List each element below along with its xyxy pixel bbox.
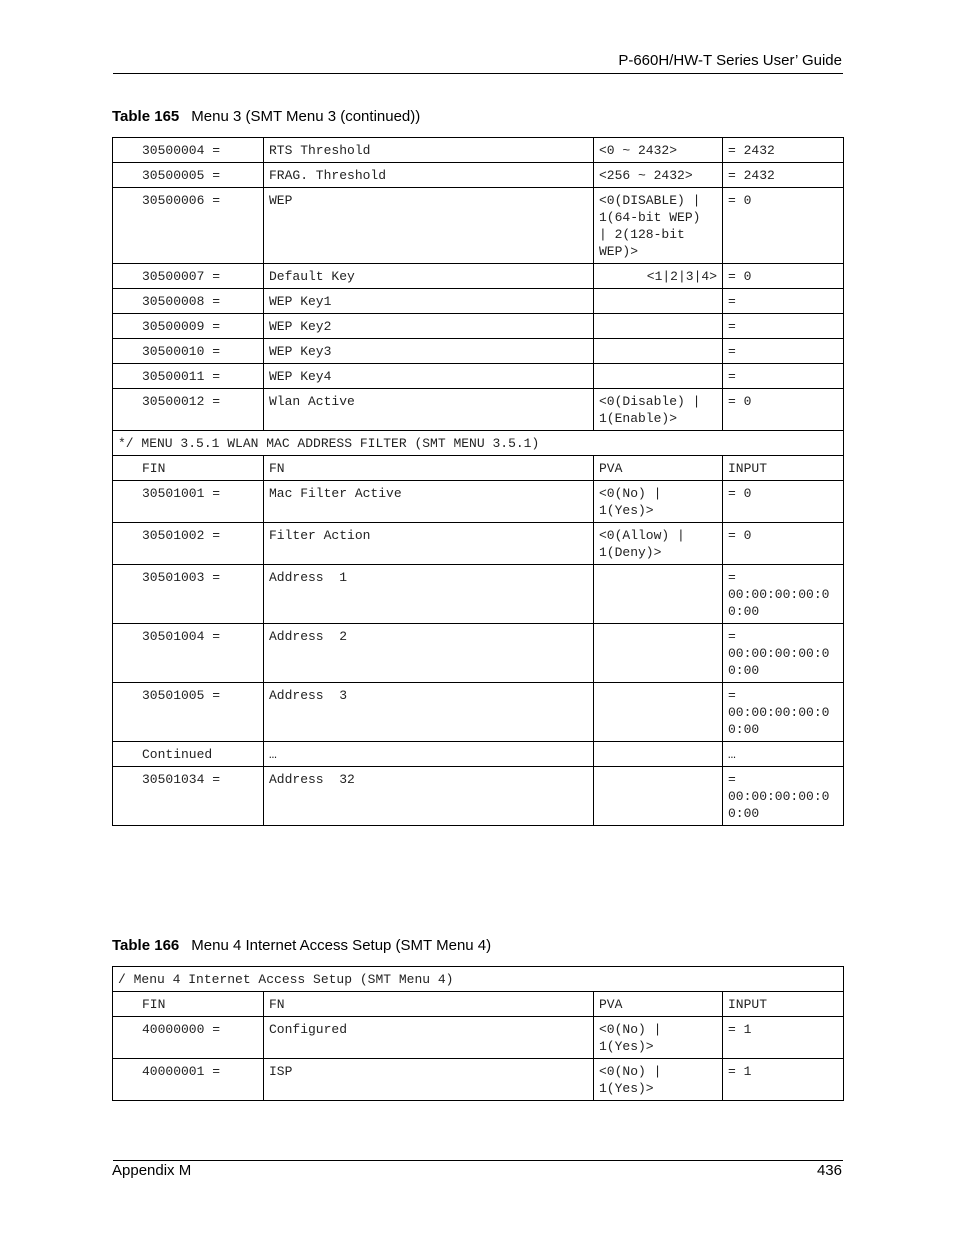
table-165-label: Table 165 (112, 108, 180, 125)
table-166-caption (112, 937, 491, 954)
fin-cell: Continued (113, 742, 264, 767)
fin-cell: 30500009 = (113, 314, 264, 339)
column-header-fin: FIN (113, 456, 264, 481)
input-cell: = 1 (723, 1059, 844, 1101)
fn-cell: WEP Key1 (264, 289, 594, 314)
column-header-pva: PVA (594, 456, 723, 481)
table-row (113, 264, 844, 289)
input-cell: … (723, 742, 844, 767)
table-row (113, 364, 844, 389)
table-row (113, 314, 844, 339)
section-heading: / Menu 4 Internet Access Setup (SMT Menu 4) (113, 967, 844, 992)
table-165-title: Menu 3 (SMT Menu 3 (continued)) (191, 108, 421, 125)
table-row (113, 138, 844, 163)
fin-cell: 30500008 = (113, 289, 264, 314)
fn-cell: Mac Filter Active (264, 481, 594, 523)
pva-cell (594, 742, 723, 767)
input-cell: = (723, 314, 844, 339)
table-row (113, 742, 844, 767)
fin-cell: 30500006 = (113, 188, 264, 264)
fn-cell: Address 2 (264, 624, 594, 683)
input-cell: = 2432 (723, 163, 844, 188)
column-header-input: INPUT (723, 456, 844, 481)
footer-section-label: Appendix M (112, 1162, 192, 1179)
fn-cell: RTS Threshold (264, 138, 594, 163)
table-row (113, 683, 844, 742)
fin-cell: 30501001 = (113, 481, 264, 523)
fin-cell: 30501003 = (113, 565, 264, 624)
table-row (113, 565, 844, 624)
fin-cell: 30501002 = (113, 523, 264, 565)
fin-cell: 30500004 = (113, 138, 264, 163)
input-cell: = (723, 364, 844, 389)
input-cell: = 00:00:00:00:0 0:00 (723, 767, 844, 826)
header-rule (113, 73, 843, 74)
table-row (113, 1017, 844, 1059)
pva-cell: <0(No) | 1(Yes)> (594, 1017, 723, 1059)
fn-cell: Address 3 (264, 683, 594, 742)
input-cell: = 0 (723, 188, 844, 264)
table-row (113, 1059, 844, 1101)
fn-cell: WEP Key3 (264, 339, 594, 364)
table-row (113, 163, 844, 188)
fn-cell: WEP Key2 (264, 314, 594, 339)
pva-cell (594, 624, 723, 683)
column-header-input: INPUT (723, 992, 844, 1017)
fin-cell: 30500010 = (113, 339, 264, 364)
fn-cell: ISP (264, 1059, 594, 1101)
pva-cell: <0(No) | 1(Yes)> (594, 481, 723, 523)
fin-cell: 30500011 = (113, 364, 264, 389)
table-166 (112, 966, 844, 1101)
column-header-row (113, 456, 844, 481)
fn-cell: Address 1 (264, 565, 594, 624)
input-cell: = 00:00:00:00:0 0:00 (723, 624, 844, 683)
table-166-label: Table 166 (112, 937, 180, 954)
table-row (113, 188, 844, 264)
fin-cell: 30500007 = (113, 264, 264, 289)
fn-cell: WEP (264, 188, 594, 264)
fn-cell: WEP Key4 (264, 364, 594, 389)
pva-cell (594, 565, 723, 624)
footer-rule (113, 1160, 843, 1161)
page-number: 436 (816, 1162, 842, 1179)
fin-cell: 40000000 = (113, 1017, 264, 1059)
table-row (113, 523, 844, 565)
pva-cell (594, 767, 723, 826)
fin-cell: 30500012 = (113, 389, 264, 431)
section-heading: */ MENU 3.5.1 WLAN MAC ADDRESS FILTER (SMT MENU 3.5.1) (113, 431, 844, 456)
fin-cell: 30501005 = (113, 683, 264, 742)
input-cell: = 0 (723, 264, 844, 289)
input-cell: = 00:00:00:00:0 0:00 (723, 683, 844, 742)
pva-cell: <0(Disable) | 1(Enable)> (594, 389, 723, 431)
input-cell: = 0 (723, 523, 844, 565)
fn-cell: Filter Action (264, 523, 594, 565)
table-165 (112, 137, 844, 826)
pva-cell (594, 683, 723, 742)
pva-cell: <0(No) | 1(Yes)> (594, 1059, 723, 1101)
input-cell: = 1 (723, 1017, 844, 1059)
pva-cell: <0(Allow) | 1(Deny)> (594, 523, 723, 565)
input-cell: = (723, 289, 844, 314)
table-row (113, 624, 844, 683)
pva-cell: <256 ~ 2432> (594, 163, 723, 188)
column-header-fn: FN (264, 456, 594, 481)
fin-cell: 30500005 = (113, 163, 264, 188)
input-cell: = (723, 339, 844, 364)
pva-cell: <0(DISABLE) | 1(64-bit WEP) | 2(128-bit WEP)> (594, 188, 723, 264)
input-cell: = 0 (723, 481, 844, 523)
fn-cell: Configured (264, 1017, 594, 1059)
column-header-fn: FN (264, 992, 594, 1017)
pva-cell (594, 364, 723, 389)
input-cell: = 00:00:00:00:0 0:00 (723, 565, 844, 624)
section-row (113, 967, 844, 992)
pva-cell: <1|2|3|4> (594, 264, 723, 289)
table-row (113, 481, 844, 523)
pva-cell (594, 314, 723, 339)
pva-cell (594, 289, 723, 314)
fn-cell: FRAG. Threshold (264, 163, 594, 188)
table-row (113, 389, 844, 431)
pva-cell (594, 339, 723, 364)
table-row (113, 767, 844, 826)
fin-cell: 30501034 = (113, 767, 264, 826)
input-cell: = 0 (723, 389, 844, 431)
column-header-fin: FIN (113, 992, 264, 1017)
fn-cell: Default Key (264, 264, 594, 289)
input-cell: = 2432 (723, 138, 844, 163)
table-row (113, 339, 844, 364)
fin-cell: 40000001 = (113, 1059, 264, 1101)
column-header-row (113, 992, 844, 1017)
pva-cell: <0 ~ 2432> (594, 138, 723, 163)
section-row (113, 431, 844, 456)
fn-cell: Wlan Active (264, 389, 594, 431)
page-header-title: P-660H/HW-T Series User’ Guide (618, 52, 842, 69)
table-166-title: Menu 4 Internet Access Setup (SMT Menu 4) (191, 937, 492, 954)
fin-cell: 30501004 = (113, 624, 264, 683)
fn-cell: Address 32 (264, 767, 594, 826)
column-header-pva: PVA (594, 992, 723, 1017)
table-165-caption (112, 108, 420, 125)
fn-cell: … (264, 742, 594, 767)
table-row (113, 289, 844, 314)
